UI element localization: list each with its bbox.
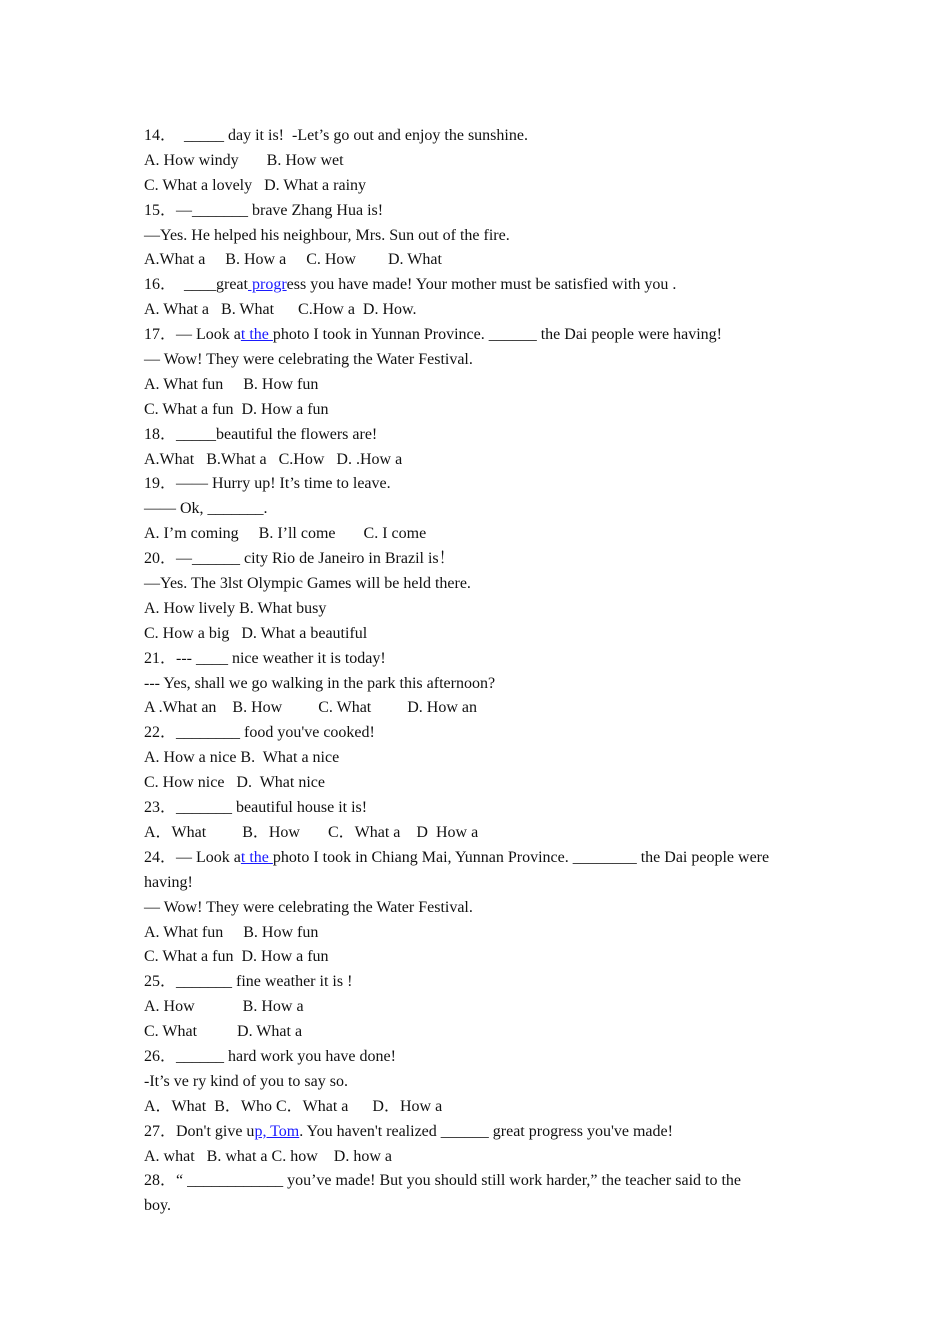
text-line — [144, 1020, 810, 1045]
text-line — [144, 174, 810, 199]
text-line — [144, 522, 810, 547]
line-text: A.What B.What a C.How D. .How a — [144, 450, 403, 468]
line-text: A. How windy B. How wet — [144, 151, 344, 169]
text-line — [144, 1120, 810, 1145]
line-text: A. I’m coming B. I’ll come C. I come — [144, 525, 427, 543]
text-line — [144, 323, 810, 348]
text-line — [144, 248, 810, 273]
line-text: —— Ok, _______. — [144, 500, 268, 518]
text-line — [144, 1070, 810, 1095]
line-text: 19．—— Hurry up! It’s time to leave. — [144, 475, 391, 493]
line-text: ess you have made! Your mother must be satisfied with you . — [286, 276, 677, 294]
line-text: A. What a B. What C.How a D. How. — [144, 301, 417, 319]
line-text: 25．_______ fine weather it is ! — [144, 973, 353, 991]
text-line — [144, 423, 810, 448]
text-line — [144, 547, 810, 572]
line-text: — Wow! They were celebrating the Water Festival. — [144, 351, 473, 369]
text-line — [144, 373, 810, 398]
text-line — [144, 771, 810, 796]
line-text: A.What a B. How a C. How D. What — [144, 251, 442, 269]
text-line — [144, 622, 810, 647]
line-text: C. What a lovely D. What a rainy — [144, 176, 367, 194]
line-text: A .What an B. How C. What D. How an — [144, 699, 477, 717]
hyperlink-text[interactable]: p, Tom — [254, 1122, 300, 1140]
line-text: C. What a fun D. How a fun — [144, 400, 329, 418]
hyperlink-text[interactable]: t the — [240, 848, 273, 866]
text-line — [144, 1169, 810, 1194]
text-line — [144, 597, 810, 622]
line-text: C. What a fun D. How a fun — [144, 948, 329, 966]
text-line — [144, 348, 810, 373]
line-text: C. How nice D. What nice — [144, 774, 325, 792]
line-text: — Wow! They were celebrating the Water Festival. — [144, 898, 473, 916]
text-line — [144, 945, 810, 970]
text-line — [144, 721, 810, 746]
text-line — [144, 1095, 810, 1120]
text-line — [144, 472, 810, 497]
text-line — [144, 124, 810, 149]
text-line — [144, 224, 810, 249]
text-line — [144, 398, 810, 423]
line-text: 26．______ hard work you have done! — [144, 1047, 396, 1065]
line-text: A．What B．How C．What a D How a — [144, 823, 479, 841]
text-line — [144, 497, 810, 522]
line-text: boy. — [144, 1197, 171, 1215]
line-text: A. How a nice B. What a nice — [144, 749, 340, 767]
line-text: 22．________ food you've cooked! — [144, 724, 375, 742]
text-line — [144, 1194, 810, 1219]
line-text: 20．—______ city Rio de Janeiro in Brazil is！ — [144, 550, 455, 568]
line-text: 17．— Look a — [144, 326, 241, 344]
line-text: --- Yes, shall we go walking in the park this afternoon? — [144, 674, 496, 692]
line-text: A. What fun B. How fun — [144, 923, 319, 941]
line-text: A. How lively B. What busy — [144, 599, 327, 617]
line-text: 16． ____great — [144, 276, 248, 294]
text-line — [144, 1045, 810, 1070]
line-text: A．What B．Who C．What a D．How a — [144, 1097, 443, 1115]
line-text: 14． _____ day it is! -Let’s go out and enjoy the sunshine. — [144, 127, 528, 144]
text-line — [144, 796, 810, 821]
line-text: C. What D. What a — [144, 1023, 303, 1041]
line-text: 18．_____beautiful the flowers are! — [144, 425, 378, 443]
text-line — [144, 572, 810, 597]
text-line — [144, 871, 810, 896]
text-line — [144, 970, 810, 995]
text-line — [144, 199, 810, 224]
text-line — [144, 1145, 810, 1170]
line-text: photo I took in Yunnan Province. ______ the Dai people were having! — [272, 326, 722, 344]
line-text: A. What fun B. How fun — [144, 375, 319, 393]
line-text: A. what B. what a C. how D. how a — [144, 1147, 392, 1165]
line-text: 28．“ ____________ you’ve made! But you should still work harder,” the teacher said to the — [144, 1172, 741, 1190]
line-text: C. How a big D. What a beautiful — [144, 624, 368, 642]
text-line — [144, 846, 810, 871]
text-line — [144, 298, 810, 323]
line-text: having! — [144, 873, 193, 891]
line-text: 15．—_______ brave Zhang Hua is! — [144, 201, 384, 219]
line-text: 24．— Look a — [144, 848, 241, 866]
line-text: —Yes. He helped his neighbour, Mrs. Sun out of the fire. — [144, 226, 510, 244]
text-line — [144, 647, 810, 672]
text-line — [144, 448, 810, 473]
text-line — [144, 921, 810, 946]
text-line — [144, 672, 810, 697]
line-text: photo I took in Chiang Mai, Yunnan Province. ________ the Dai people were — [272, 848, 770, 866]
line-text: 27．Don't give u — [144, 1122, 255, 1140]
text-line — [144, 149, 810, 174]
text-line — [144, 696, 810, 721]
hyperlink-text[interactable]: progr — [247, 276, 287, 294]
text-line — [144, 995, 810, 1020]
text-line — [144, 746, 810, 771]
hyperlink-text[interactable]: t the — [240, 326, 273, 344]
line-text: 21．--- ____ nice weather it is today! — [144, 649, 386, 667]
line-text: —Yes. The 3lst Olympic Games will be held there. — [144, 575, 471, 593]
line-text: A. How B. How a — [144, 998, 304, 1016]
text-line — [144, 273, 810, 298]
text-line — [144, 821, 810, 846]
line-text: -It’s ve ry kind of you to say so. — [144, 1072, 348, 1090]
line-text: . You haven't realized ______ great progress you've made! — [299, 1122, 673, 1140]
document-body — [144, 124, 810, 1219]
line-text: 23．_______ beautiful house it is! — [144, 799, 368, 817]
text-line — [144, 896, 810, 921]
